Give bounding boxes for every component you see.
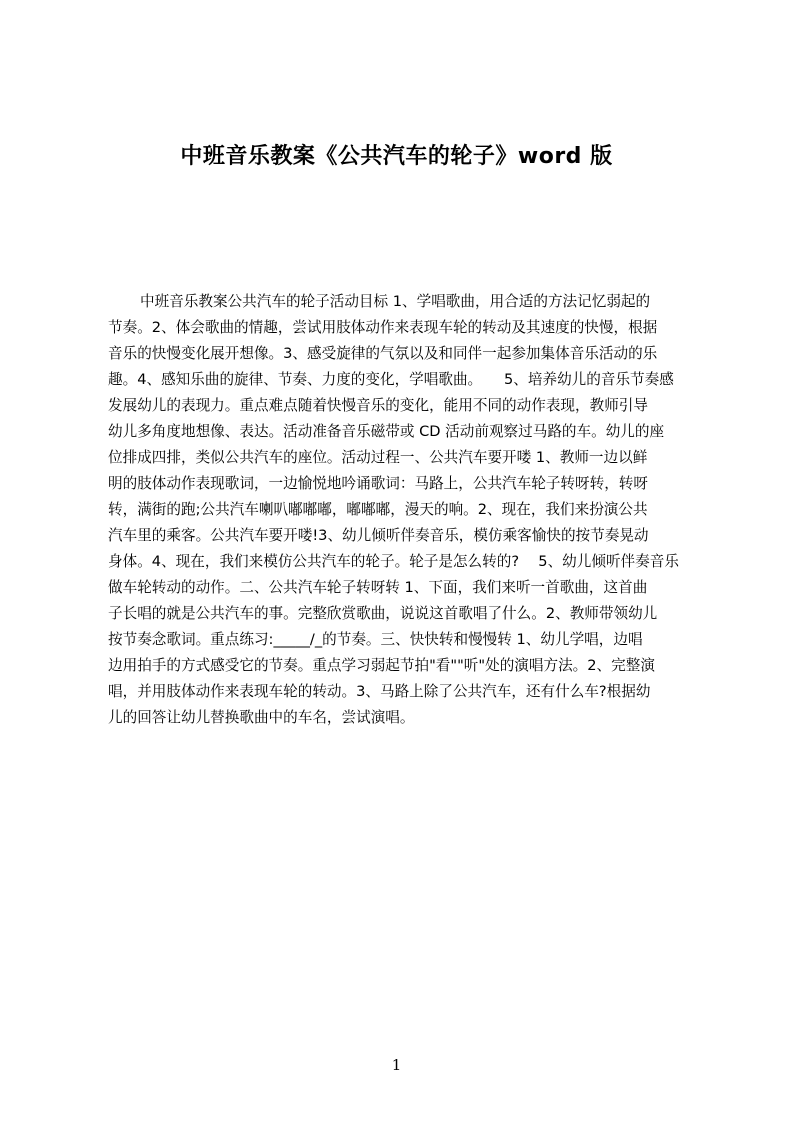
- body-line: 边用拍手的方式感受它的节奏。重点学习弱起节拍"看""听"处的演唱方法。2、完整演: [108, 657, 655, 674]
- body-line: 位排成四排，类似公共汽车的座位。活动过程一、公共汽车要开喽 1、教师一边以鲜: [108, 449, 648, 466]
- page-number: 1: [391, 1056, 402, 1074]
- body-line: 转，满街的跑;公共汽车喇叭嘟嘟嘟，嘟嘟嘟，漫天的响。2、现在，我们来扮演公共: [108, 501, 648, 518]
- body-line: 发展幼儿的表现力。重点难点随着快慢音乐的变化，能用不同的动作表现，教师引导: [108, 397, 648, 414]
- body-line: 子长唱的就是公共汽车的事。完整欣赏歌曲，说说这首歌唱了什么。2、教师带领幼儿: [108, 605, 658, 622]
- body-line: 音乐的快慢变化展开想像。3、感受旋律的气氛以及和同伴一起参加集体音乐活动的乐: [108, 345, 658, 362]
- body-line: 趣。4、感知乐曲的旋律、节奏、力度的变化，学唱歌曲。 5、培养幼儿的音乐节奏感: [108, 371, 674, 388]
- document-body: [108, 289, 697, 749]
- body-line: 明的肢体动作表现歌词，一边愉悦地吟诵歌词：马路上，公共汽车轮子转呀转，转呀: [108, 475, 648, 492]
- body-line: 身体。4、现在，我们来模仿公共汽车的轮子。轮子是怎么转的? 5、幼儿倾听伴奏音乐: [108, 553, 679, 570]
- body-line: 中班音乐教案公共汽车的轮子活动目标 1、学唱歌曲，用合适的方法记忆弱起的: [140, 293, 651, 310]
- body-line: 唱，并用肢体动作来表现车轮的转动。3、马路上除了公共汽车，还有什么车?根据幼: [108, 683, 651, 700]
- body-line: 节奏。2、体会歌曲的情趣，尝试用肢体动作来表现车轮的转动及其速度的快慢，根据: [108, 319, 658, 336]
- body-line: 幼儿多角度地想像、表达。活动准备音乐磁带或 CD 活动前观察过马路的车。幼儿的座: [108, 423, 665, 440]
- body-line: 按节奏念歌词。重点练习:_____/_的节奏。三、快快转和慢慢转 1、幼儿学唱，边唱: [108, 631, 643, 648]
- body-line: 做车轮转动的动作。二、公共汽车轮子转呀转 1、下面，我们来听一首歌曲，这首曲: [108, 579, 648, 596]
- body-line: 儿的回答让幼儿替换歌曲中的车名，尝试演唱。: [108, 709, 415, 726]
- document-title: 中班音乐教案《公共汽车的轮子》word 版: [180, 144, 613, 169]
- body-line: 汽车里的乘客。公共汽车要开喽!3、幼儿倾听伴奏音乐，模仿乘客愉快的按节奏晃动: [108, 527, 649, 544]
